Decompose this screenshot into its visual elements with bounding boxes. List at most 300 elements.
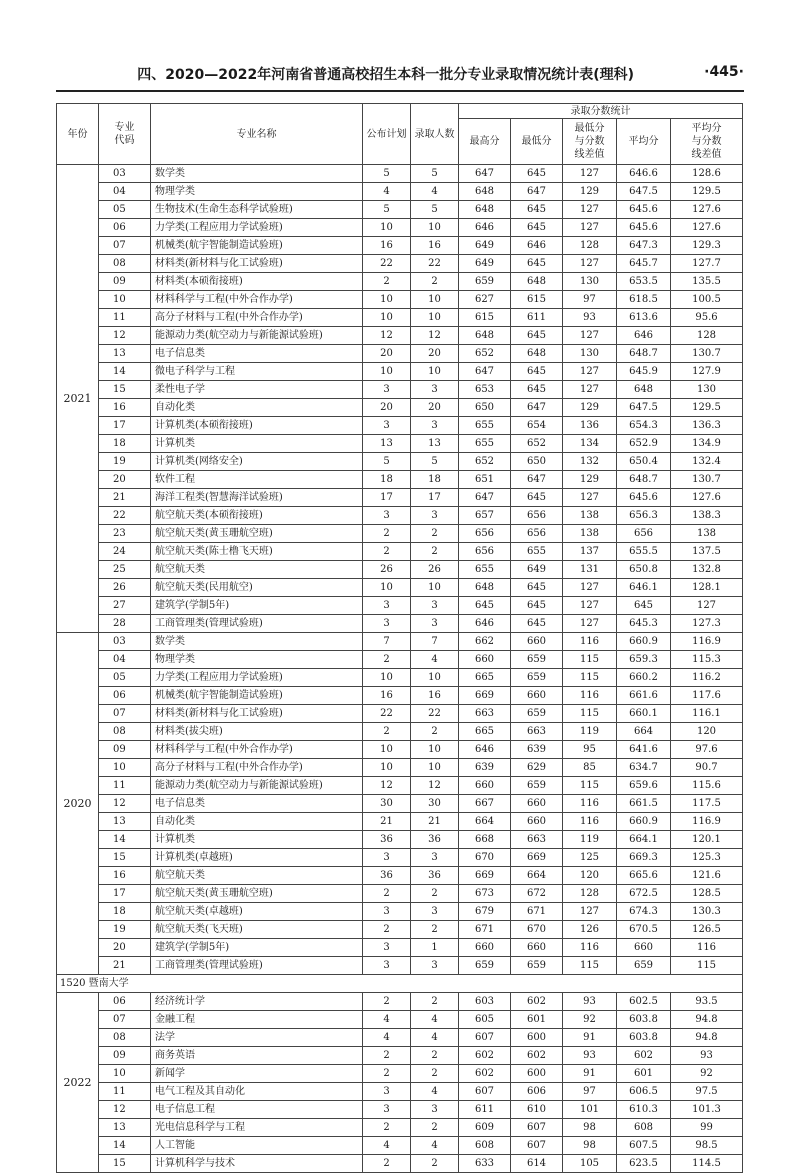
code-cell: 11 (99, 309, 151, 327)
min-diff-cell: 115 (563, 669, 617, 687)
min-cell: 645 (511, 579, 563, 597)
min-cell: 647 (511, 471, 563, 489)
max-cell: 652 (459, 345, 511, 363)
table-row (57, 993, 743, 1011)
table-row (57, 759, 743, 777)
max-cell: 670 (459, 849, 511, 867)
plan-cell: 2 (363, 273, 411, 291)
min-cell: 645 (511, 327, 563, 345)
avg-diff-cell: 116.1 (671, 705, 743, 723)
avg-cell: 650.8 (617, 561, 671, 579)
avg-cell: 656.3 (617, 507, 671, 525)
max-cell: 647 (459, 363, 511, 381)
min-diff-cell: 132 (563, 453, 617, 471)
plan-cell: 10 (363, 219, 411, 237)
school-row (57, 975, 743, 993)
admitted-cell: 2 (411, 525, 459, 543)
avg-diff-cell: 138.3 (671, 507, 743, 525)
min-cell: 672 (511, 885, 563, 903)
avg-diff-cell: 114.5 (671, 1155, 743, 1173)
table-row (57, 507, 743, 525)
table-row (57, 597, 743, 615)
avg-diff-cell: 94.8 (671, 1029, 743, 1047)
avg-diff-cell: 130.7 (671, 345, 743, 363)
plan-cell: 3 (363, 381, 411, 399)
table-row (57, 831, 743, 849)
avg-diff-cell: 130 (671, 381, 743, 399)
min-diff-cell: 115 (563, 957, 617, 975)
admitted-cell: 13 (411, 435, 459, 453)
max-cell: 653 (459, 381, 511, 399)
table-row (57, 1137, 743, 1155)
table-row (57, 309, 743, 327)
admitted-cell: 1 (411, 939, 459, 957)
min-diff-cell: 130 (563, 345, 617, 363)
code-cell: 17 (99, 885, 151, 903)
admitted-cell: 22 (411, 255, 459, 273)
avg-cell: 645 (617, 597, 671, 615)
admitted-cell: 2 (411, 1119, 459, 1137)
table-row (57, 165, 743, 183)
admitted-cell: 22 (411, 705, 459, 723)
name-cell: 商务英语 (151, 1047, 363, 1065)
plan-cell: 30 (363, 795, 411, 813)
avg-diff-cell: 121.6 (671, 867, 743, 885)
avg-cell: 652.9 (617, 435, 671, 453)
avg-cell: 647.5 (617, 183, 671, 201)
code-cell: 14 (99, 1137, 151, 1155)
plan-cell: 22 (363, 705, 411, 723)
plan-cell: 2 (363, 1047, 411, 1065)
name-cell: 电子信息类 (151, 795, 363, 813)
col-header-year: 年份 (57, 104, 99, 165)
plan-cell: 2 (363, 1065, 411, 1083)
min-diff-cell: 127 (563, 579, 617, 597)
max-cell: 659 (459, 273, 511, 291)
min-diff-cell: 130 (563, 273, 617, 291)
plan-cell: 20 (363, 345, 411, 363)
admitted-cell: 10 (411, 309, 459, 327)
min-cell: 659 (511, 777, 563, 795)
name-cell: 高分子材料与工程(中外合作办学) (151, 309, 363, 327)
min-diff-cell: 116 (563, 633, 617, 651)
max-cell: 639 (459, 759, 511, 777)
avg-cell: 607.5 (617, 1137, 671, 1155)
min-cell: 654 (511, 417, 563, 435)
max-cell: 665 (459, 669, 511, 687)
admitted-cell: 2 (411, 885, 459, 903)
name-cell: 电子信息工程 (151, 1101, 363, 1119)
admitted-cell: 5 (411, 201, 459, 219)
max-cell: 660 (459, 777, 511, 795)
max-cell: 602 (459, 1065, 511, 1083)
max-cell: 649 (459, 237, 511, 255)
avg-cell: 674.3 (617, 903, 671, 921)
table-row (57, 741, 743, 759)
code-cell: 11 (99, 777, 151, 795)
plan-cell: 2 (363, 525, 411, 543)
name-cell: 电气工程及其自动化 (151, 1083, 363, 1101)
avg-diff-cell: 130.7 (671, 471, 743, 489)
min-cell: 648 (511, 273, 563, 291)
table-row (57, 255, 743, 273)
avg-cell: 602.5 (617, 993, 671, 1011)
name-cell: 能源动力类(航空动力与新能源试验班) (151, 327, 363, 345)
max-cell: 660 (459, 939, 511, 957)
min-diff-cell: 85 (563, 759, 617, 777)
min-cell: 659 (511, 651, 563, 669)
plan-cell: 22 (363, 255, 411, 273)
table-row (57, 867, 743, 885)
plan-cell: 5 (363, 453, 411, 471)
table-row (57, 1047, 743, 1065)
max-cell: 633 (459, 1155, 511, 1173)
name-cell: 材料类(新材料与化工试验班) (151, 255, 363, 273)
avg-cell: 645.6 (617, 219, 671, 237)
avg-diff-cell: 97.6 (671, 741, 743, 759)
plan-cell: 13 (363, 435, 411, 453)
name-cell: 材料科学与工程(中外合作办学) (151, 291, 363, 309)
min-cell: 639 (511, 741, 563, 759)
plan-cell: 10 (363, 759, 411, 777)
avg-diff-cell: 115.6 (671, 777, 743, 795)
admitted-cell: 3 (411, 957, 459, 975)
admitted-cell: 12 (411, 327, 459, 345)
avg-cell: 646.6 (617, 165, 671, 183)
code-cell: 10 (99, 291, 151, 309)
table-body (57, 165, 743, 1173)
name-cell: 计算机类 (151, 435, 363, 453)
admitted-cell: 5 (411, 165, 459, 183)
table-row (57, 237, 743, 255)
name-cell: 航空航天类(黄玉珊航空班) (151, 885, 363, 903)
table-row (57, 327, 743, 345)
avg-cell: 606.5 (617, 1083, 671, 1101)
min-diff-cell: 127 (563, 489, 617, 507)
max-cell: 646 (459, 615, 511, 633)
min-diff-cell: 129 (563, 399, 617, 417)
name-cell: 海洋工程类(智慧海洋试验班) (151, 489, 363, 507)
max-cell: 656 (459, 543, 511, 561)
plan-cell: 3 (363, 849, 411, 867)
min-cell: 648 (511, 345, 563, 363)
min-diff-cell: 93 (563, 309, 617, 327)
admitted-cell: 3 (411, 597, 459, 615)
code-cell: 04 (99, 651, 151, 669)
name-cell: 能源动力类(航空动力与新能源试验班) (151, 777, 363, 795)
avg-diff-cell: 138 (671, 525, 743, 543)
table-row (57, 417, 743, 435)
table-row (57, 957, 743, 975)
admitted-cell: 21 (411, 813, 459, 831)
admitted-cell: 3 (411, 849, 459, 867)
school-name: 1520 暨南大学 (57, 975, 743, 993)
code-cell: 15 (99, 1155, 151, 1173)
code-cell: 12 (99, 327, 151, 345)
admitted-cell: 16 (411, 687, 459, 705)
name-cell: 法学 (151, 1029, 363, 1047)
min-diff-cell: 92 (563, 1011, 617, 1029)
avg-cell: 645.9 (617, 363, 671, 381)
admitted-cell: 3 (411, 417, 459, 435)
col-header-group: 录取分数统计 (459, 104, 743, 119)
min-diff-cell: 116 (563, 939, 617, 957)
avg-diff-cell: 116.2 (671, 669, 743, 687)
avg-diff-cell: 127.6 (671, 219, 743, 237)
name-cell: 新闻学 (151, 1065, 363, 1083)
min-diff-cell: 137 (563, 543, 617, 561)
avg-diff-cell: 137.5 (671, 543, 743, 561)
min-cell: 607 (511, 1137, 563, 1155)
min-cell: 655 (511, 543, 563, 561)
avg-cell: 601 (617, 1065, 671, 1083)
min-cell: 656 (511, 525, 563, 543)
plan-cell: 21 (363, 813, 411, 831)
min-cell: 660 (511, 633, 563, 651)
min-diff-cell: 128 (563, 885, 617, 903)
col-header-code: 专业 代码 (99, 104, 151, 165)
name-cell: 材料类(拔尖班) (151, 723, 363, 741)
min-cell: 645 (511, 597, 563, 615)
max-cell: 669 (459, 867, 511, 885)
avg-diff-cell: 129.5 (671, 183, 743, 201)
plan-cell: 3 (363, 903, 411, 921)
plan-cell: 5 (363, 201, 411, 219)
plan-cell: 20 (363, 399, 411, 417)
admitted-cell: 20 (411, 399, 459, 417)
table-row (57, 561, 743, 579)
avg-cell: 672.5 (617, 885, 671, 903)
avg-cell: 648.7 (617, 345, 671, 363)
max-cell: 650 (459, 399, 511, 417)
avg-cell: 602 (617, 1047, 671, 1065)
max-cell: 602 (459, 1047, 511, 1065)
admitted-cell: 10 (411, 741, 459, 759)
name-cell: 力学类(工程应用力学试验班) (151, 219, 363, 237)
admitted-cell: 2 (411, 273, 459, 291)
plan-cell: 10 (363, 309, 411, 327)
table-row (57, 1083, 743, 1101)
max-cell: 673 (459, 885, 511, 903)
min-diff-cell: 127 (563, 597, 617, 615)
col-header-min-diff: 最低分 与分数 线差值 (563, 119, 617, 165)
max-cell: 655 (459, 435, 511, 453)
max-cell: 662 (459, 633, 511, 651)
table-row (57, 651, 743, 669)
avg-cell: 647.5 (617, 399, 671, 417)
admitted-cell: 10 (411, 759, 459, 777)
min-diff-cell: 134 (563, 435, 617, 453)
code-cell: 18 (99, 903, 151, 921)
year-cell: 2021 (57, 165, 99, 633)
min-cell: 629 (511, 759, 563, 777)
min-diff-cell: 127 (563, 255, 617, 273)
code-cell: 15 (99, 849, 151, 867)
avg-diff-cell: 132.4 (671, 453, 743, 471)
avg-cell: 669.3 (617, 849, 671, 867)
min-diff-cell: 119 (563, 723, 617, 741)
name-cell: 软件工程 (151, 471, 363, 489)
table-row (57, 453, 743, 471)
max-cell: 611 (459, 1101, 511, 1119)
min-cell: 645 (511, 615, 563, 633)
name-cell: 经济统计学 (151, 993, 363, 1011)
min-diff-cell: 128 (563, 237, 617, 255)
name-cell: 高分子材料与工程(中外合作办学) (151, 759, 363, 777)
code-cell: 12 (99, 795, 151, 813)
admitted-cell: 5 (411, 453, 459, 471)
plan-cell: 4 (363, 183, 411, 201)
min-diff-cell: 136 (563, 417, 617, 435)
min-cell: 645 (511, 489, 563, 507)
admitted-cell: 20 (411, 345, 459, 363)
min-cell: 664 (511, 867, 563, 885)
avg-diff-cell: 128.6 (671, 165, 743, 183)
table-row (57, 219, 743, 237)
avg-diff-cell: 115 (671, 957, 743, 975)
name-cell: 光电信息科学与工程 (151, 1119, 363, 1137)
code-cell: 22 (99, 507, 151, 525)
avg-cell: 650.4 (617, 453, 671, 471)
code-cell: 05 (99, 201, 151, 219)
admitted-cell: 18 (411, 471, 459, 489)
code-cell: 07 (99, 237, 151, 255)
min-diff-cell: 127 (563, 363, 617, 381)
name-cell: 数学类 (151, 165, 363, 183)
name-cell: 航空航天类(卓越班) (151, 903, 363, 921)
admitted-cell: 4 (411, 651, 459, 669)
avg-cell: 647.3 (617, 237, 671, 255)
min-cell: 645 (511, 363, 563, 381)
plan-cell: 7 (363, 633, 411, 651)
avg-diff-cell: 117.6 (671, 687, 743, 705)
page-title: 四、2020—2022年河南省普通高校招生本科一批分专业录取情况统计表(理科) (137, 67, 634, 83)
table-row (57, 615, 743, 633)
admitted-cell: 10 (411, 669, 459, 687)
admitted-cell: 2 (411, 1047, 459, 1065)
table-row (57, 903, 743, 921)
avg-cell: 661.5 (617, 795, 671, 813)
min-cell: 614 (511, 1155, 563, 1173)
admission-table (56, 103, 743, 1173)
min-cell: 610 (511, 1101, 563, 1119)
avg-cell: 670.5 (617, 921, 671, 939)
min-cell: 601 (511, 1011, 563, 1029)
name-cell: 工商管理类(管理试验班) (151, 615, 363, 633)
table-row (57, 489, 743, 507)
admitted-cell: 36 (411, 867, 459, 885)
avg-diff-cell: 120.1 (671, 831, 743, 849)
plan-cell: 16 (363, 237, 411, 255)
max-cell: 615 (459, 309, 511, 327)
table-row (57, 705, 743, 723)
table-row (57, 291, 743, 309)
name-cell: 建筑学(学制5年) (151, 939, 363, 957)
code-cell: 07 (99, 1011, 151, 1029)
name-cell: 自动化类 (151, 813, 363, 831)
min-cell: 645 (511, 219, 563, 237)
table-row (57, 687, 743, 705)
code-cell: 19 (99, 921, 151, 939)
avg-cell: 603.8 (617, 1011, 671, 1029)
admitted-cell: 2 (411, 921, 459, 939)
code-cell: 14 (99, 831, 151, 849)
admitted-cell: 3 (411, 615, 459, 633)
min-diff-cell: 125 (563, 849, 617, 867)
name-cell: 航空航天类(黄玉珊航空班) (151, 525, 363, 543)
name-cell: 计算机科学与技术 (151, 1155, 363, 1173)
avg-cell: 648 (617, 381, 671, 399)
avg-cell: 659 (617, 957, 671, 975)
avg-cell: 645.7 (617, 255, 671, 273)
min-diff-cell: 116 (563, 795, 617, 813)
avg-cell: 648.7 (617, 471, 671, 489)
min-diff-cell: 127 (563, 165, 617, 183)
max-cell: 664 (459, 813, 511, 831)
avg-diff-cell: 116.9 (671, 813, 743, 831)
admitted-cell: 3 (411, 381, 459, 399)
min-cell: 669 (511, 849, 563, 867)
min-cell: 659 (511, 957, 563, 975)
min-cell: 606 (511, 1083, 563, 1101)
plan-cell: 2 (363, 723, 411, 741)
plan-cell: 2 (363, 921, 411, 939)
code-cell: 16 (99, 867, 151, 885)
code-cell: 13 (99, 345, 151, 363)
min-cell: 652 (511, 435, 563, 453)
avg-diff-cell: 116.9 (671, 633, 743, 651)
max-cell: 660 (459, 651, 511, 669)
avg-cell: 660.9 (617, 633, 671, 651)
plan-cell: 10 (363, 579, 411, 597)
min-diff-cell: 101 (563, 1101, 617, 1119)
plan-cell: 36 (363, 831, 411, 849)
avg-cell: 664.1 (617, 831, 671, 849)
name-cell: 力学类(工程应用力学试验班) (151, 669, 363, 687)
code-cell: 08 (99, 255, 151, 273)
min-diff-cell: 127 (563, 327, 617, 345)
avg-diff-cell: 127.6 (671, 489, 743, 507)
plan-cell: 2 (363, 885, 411, 903)
max-cell: 648 (459, 327, 511, 345)
name-cell: 计算机类(网络安全) (151, 453, 363, 471)
plan-cell: 4 (363, 1029, 411, 1047)
table-row (57, 471, 743, 489)
avg-diff-cell: 130.3 (671, 903, 743, 921)
min-cell: 656 (511, 507, 563, 525)
table-row (57, 273, 743, 291)
max-cell: 665 (459, 723, 511, 741)
admitted-cell: 16 (411, 237, 459, 255)
code-cell: 27 (99, 597, 151, 615)
max-cell: 607 (459, 1083, 511, 1101)
min-cell: 659 (511, 669, 563, 687)
min-diff-cell: 97 (563, 1083, 617, 1101)
avg-cell: 664 (617, 723, 671, 741)
plan-cell: 2 (363, 1119, 411, 1137)
max-cell: 608 (459, 1137, 511, 1155)
min-cell: 660 (511, 939, 563, 957)
admitted-cell: 2 (411, 1155, 459, 1173)
avg-diff-cell: 97.5 (671, 1083, 743, 1101)
min-cell: 646 (511, 237, 563, 255)
plan-cell: 3 (363, 1101, 411, 1119)
name-cell: 数学类 (151, 633, 363, 651)
admitted-cell: 10 (411, 219, 459, 237)
name-cell: 航空航天类(民用航空) (151, 579, 363, 597)
admitted-cell: 36 (411, 831, 459, 849)
min-diff-cell: 127 (563, 903, 617, 921)
